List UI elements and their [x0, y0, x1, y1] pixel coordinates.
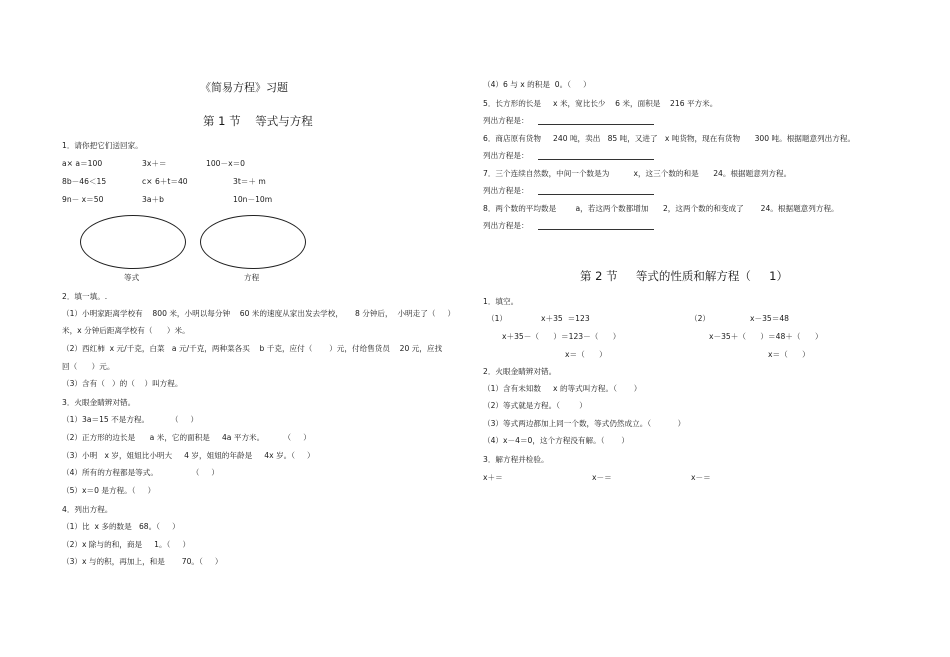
q7-text: 7．三个连续自然数，中间一个数是为 x，这三个数的和是 24。根据题意列方程。 — [483, 169, 792, 178]
answer-line — [538, 124, 654, 125]
answer-label: 列出方程是： — [483, 116, 529, 125]
q1-item: 8b－46＜15 — [62, 177, 107, 186]
q2-item: （1）小明家距离学校有 800 米，小明以每分钟 60 米的速度从家出发去学校， 8 分钟后， 小明走了（ ） — [62, 309, 456, 318]
q3-item: （5）x＝0 是方程。（ ） — [62, 486, 156, 495]
section-1-title: 第 1 节 等式与方程 — [203, 114, 313, 128]
q1-item: 3a＋b — [142, 195, 164, 204]
answer-label: 列出方程是： — [483, 221, 529, 230]
answer-line — [538, 194, 654, 195]
oval-label-equality: 等式 — [124, 273, 140, 282]
q4-item: （3）x 与的积，再加上，和是 70。（ ） — [62, 557, 223, 566]
answer-line — [538, 159, 654, 160]
oval-label-equation: 方程 — [244, 273, 260, 282]
s2-q2-item: （4）x－4＝0，这个方程没有解。（ ） — [483, 436, 629, 445]
q2-item: 回（ ）元。 — [62, 362, 115, 371]
equation-result: x＝（ ） — [768, 350, 810, 359]
solve-equation: x＋＝ — [483, 473, 503, 482]
equation: x－35＝48 — [750, 314, 790, 323]
solve-equation: x－＝ — [691, 473, 711, 482]
answer-line — [538, 229, 654, 230]
s2-q1-label: （2） — [690, 314, 711, 323]
q1-item: 100－x＝0 — [206, 159, 246, 168]
s2-q2-item: （3）等式两边都加上同一个数，等式仍然成立。（ ） — [483, 419, 686, 428]
q1-prompt: 1．请你把它们送回家。 — [62, 141, 143, 150]
q1-item: 3t＝＋ m — [233, 177, 266, 186]
q1-item: 10n－10m — [233, 195, 273, 204]
q3-item: （4）所有的方程都是等式。 （ ） — [62, 468, 220, 477]
s2-q1-label: （1） — [487, 314, 508, 323]
equation-step: x＋35－（ ）＝123－（ ） — [502, 332, 621, 341]
q3-item: （3）小明 x 岁，姐姐比小明大 4 岁，姐姐的年龄是 4x 岁。（ ） — [62, 451, 315, 460]
s2-q2-item: （1）含有未知数 x 的等式叫方程。（ ） — [483, 384, 642, 393]
q1-item: 3x＋＝ — [142, 159, 167, 168]
q1-item: c× 6＋t＝40 — [142, 177, 188, 186]
q2-prompt: 2．填一填。. — [62, 292, 108, 301]
q4-prompt: 4．列出方程。 — [62, 505, 113, 514]
q2-item: （2）西红柿 x 元/千克，白菜 a 元/千克，两种菜各买 b 千克，应付（ ）元，付给售货员 20 元，应找 — [62, 344, 443, 353]
equation-result: x＝（ ） — [565, 350, 607, 359]
s2-q2-item: （2）等式就是方程。（ ） — [483, 401, 587, 410]
s2-q1-prompt: 1．填空。 — [483, 297, 519, 306]
document-title: 《简易方程》习题 — [200, 81, 288, 94]
s2-q2-prompt: 2．火眼金睛辨对错。 — [483, 367, 557, 376]
q2-item: （3）含有（ ）的（ ）叫方程。 — [62, 379, 183, 388]
q3-prompt: 3．火眼金睛辨对错。 — [62, 398, 136, 407]
section-2-title: 第 2 节 等式的性质和解方程（ 1） — [580, 269, 788, 283]
q8-text: 8．两个数的平均数是 a，若这两个数都增加 2，这两个数的和变成了 24。根据题意列方程。 — [483, 204, 839, 213]
q5-text: 5．长方形的长是 x 米，宽比长少 6 米，面积是 216 平方米。 — [483, 99, 718, 108]
q3-item: （1）3a＝15 不是方程。 （ ） — [62, 415, 199, 424]
q4-item: （1）比 x 多的数是 68。（ ） — [62, 522, 180, 531]
q2-item: 米，x 分钟后距离学校有（ ）米。 — [62, 326, 190, 335]
s2-q3-prompt: 3．解方程并检验。 — [483, 455, 549, 464]
equation-step: x－35＋（ ）＝48＋（ ） — [709, 332, 823, 341]
q3-item: （2）正方形的边长是 a 米，它的面积是 4a 平方米。 （ ） — [62, 433, 311, 442]
q4-item: （2）x 除与的和，商是 1。（ ） — [62, 540, 191, 549]
q1-item: 9n－ x＝50 — [62, 195, 104, 204]
q6-text: 6．商店原有货物 240 吨，卖出 85 吨，又进了 x 吨货物，现在有货物 300 吨。根据题意列出方程。 — [483, 134, 856, 143]
answer-label: 列出方程是： — [483, 151, 529, 160]
q1-item: a× a＝100 — [62, 159, 103, 168]
answer-label: 列出方程是： — [483, 186, 529, 195]
equation-oval — [80, 215, 186, 269]
formula-oval — [200, 215, 306, 269]
equation: x＋35 ＝123 — [541, 314, 590, 323]
solve-equation: x－＝ — [592, 473, 612, 482]
q4-item: （4）6 与 x 的积是 0。（ ） — [483, 80, 591, 89]
